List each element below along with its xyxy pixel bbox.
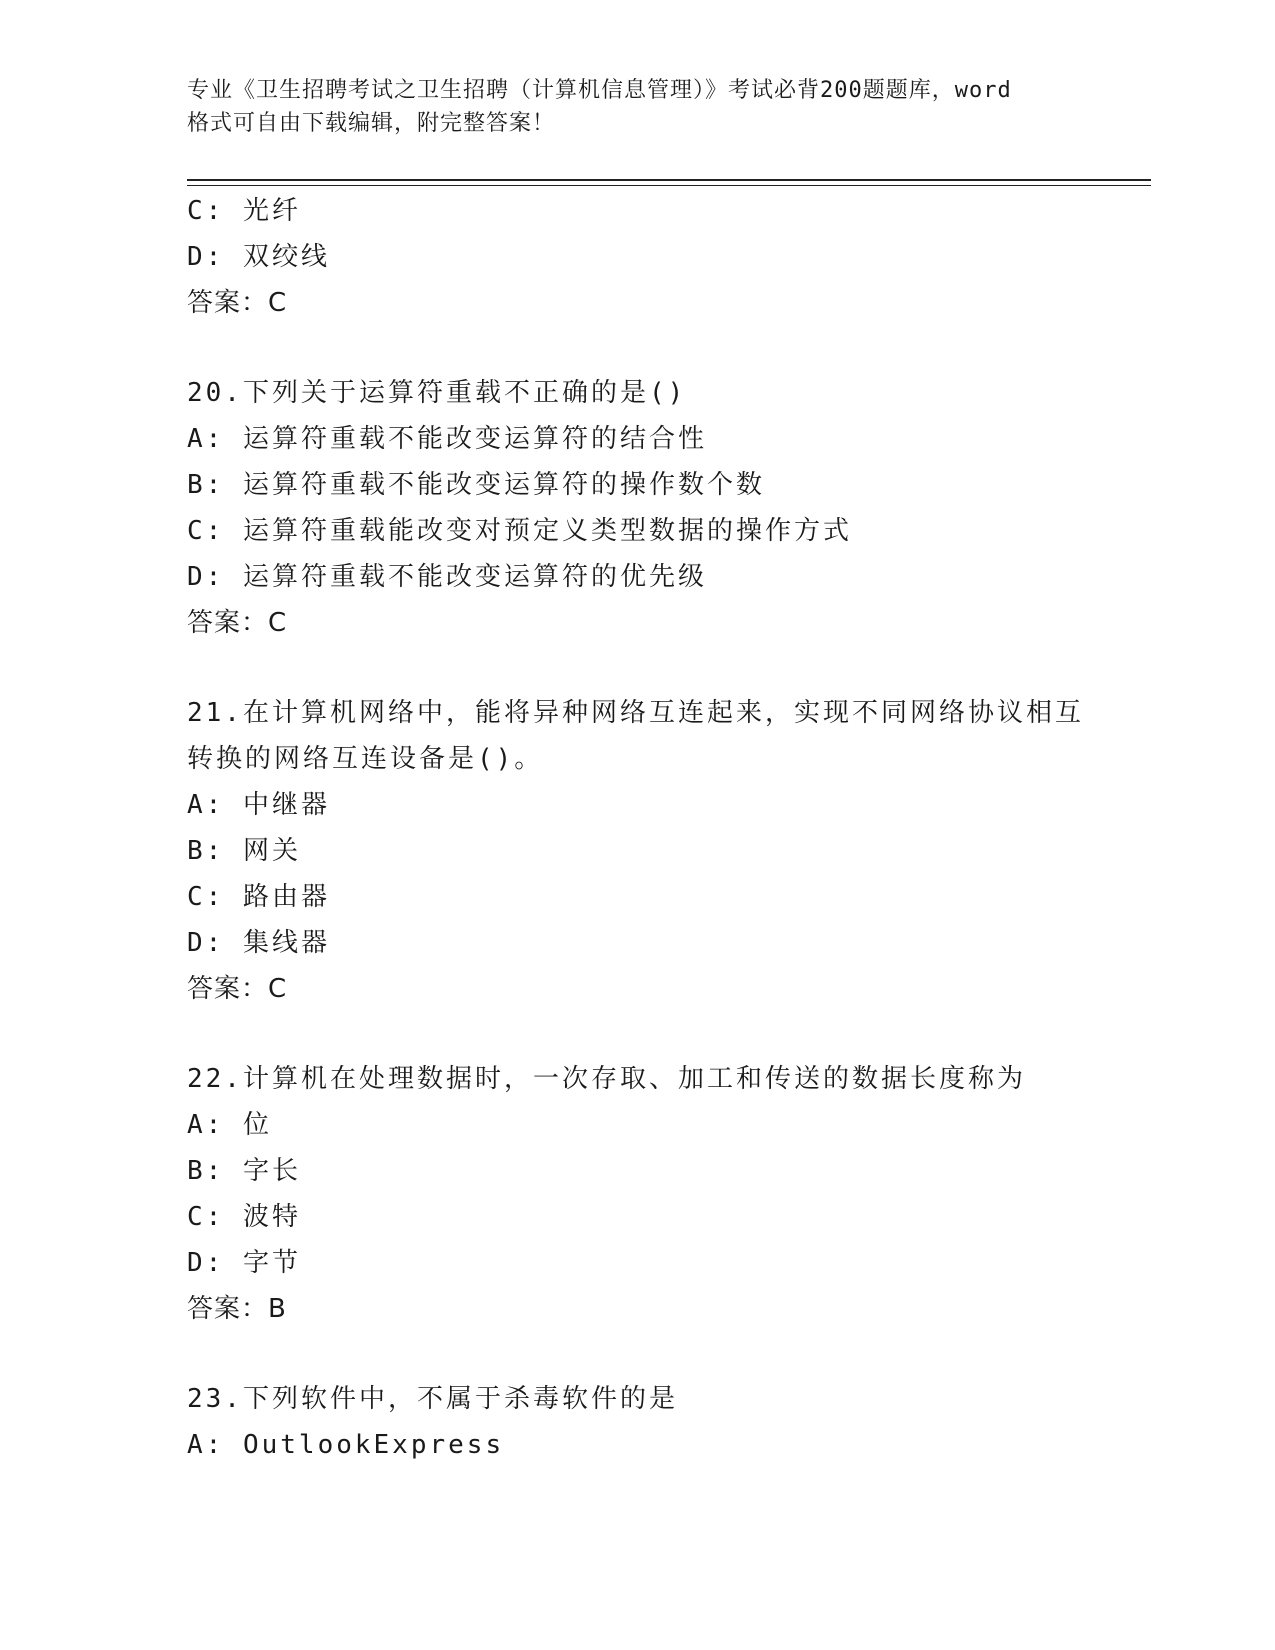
option-d: D: 字节 <box>187 1248 301 1278</box>
spacer <box>187 326 1117 370</box>
header-divider-thick <box>187 179 1151 181</box>
answer-line: 答案：C <box>187 608 288 638</box>
spacer <box>187 1012 1117 1056</box>
question-list <box>187 188 1117 1468</box>
question-23 <box>187 1376 1117 1468</box>
header-line-1: 专业《卫生招聘考试之卫生招聘（计算机信息管理）》考试必背200题题库，word <box>187 78 1012 103</box>
answer-line: 答案：B <box>187 1294 287 1324</box>
answer-line: 答案：C <box>187 288 288 318</box>
option-a: A: 位 <box>187 1110 272 1140</box>
option-c: C: 运算符重载能改变对预定义类型数据的操作方式 <box>187 516 852 546</box>
question-stem: 22.计算机在处理数据时，一次存取、加工和传送的数据长度称为 <box>187 1064 1026 1094</box>
option-d: D: 集线器 <box>187 928 330 958</box>
question-stem: 23.下列软件中，不属于杀毒软件的是 <box>187 1384 678 1414</box>
option-a: A: 运算符重载不能改变运算符的结合性 <box>187 424 707 454</box>
spacer <box>187 1332 1117 1376</box>
question-stem-line-2: 转换的网络互连设备是()。 <box>187 744 544 774</box>
question-19-tail <box>187 188 1117 326</box>
question-22 <box>187 1056 1117 1332</box>
option-c: C: 路由器 <box>187 882 330 912</box>
option-a: A: 中继器 <box>187 790 330 820</box>
header-line-2: 格式可自由下载编辑，附完整答案！ <box>187 111 556 136</box>
option-c: C: 波特 <box>187 1202 301 1232</box>
option-b: B: 字长 <box>187 1156 301 1186</box>
question-stem-line-1: 21.在计算机网络中，能将异种网络互连起来，实现不同网络协议相互 <box>187 698 1084 728</box>
option-d: D: 运算符重载不能改变运算符的优先级 <box>187 562 707 592</box>
option-b: B: 运算符重载不能改变运算符的操作数个数 <box>187 470 765 500</box>
header-divider-thin <box>187 185 1151 186</box>
spacer <box>187 646 1117 690</box>
option-b: B: 网关 <box>187 836 301 866</box>
answer-line: 答案：C <box>187 974 288 1004</box>
option-a: A: OutlookExpress <box>187 1430 505 1460</box>
question-20 <box>187 370 1117 646</box>
option-d: D: 双绞线 <box>187 242 330 272</box>
question-21 <box>187 690 1117 1012</box>
option-c: C: 光纤 <box>187 196 301 226</box>
document-header <box>187 74 1107 140</box>
question-stem: 20.下列关于运算符重载不正确的是() <box>187 378 687 408</box>
